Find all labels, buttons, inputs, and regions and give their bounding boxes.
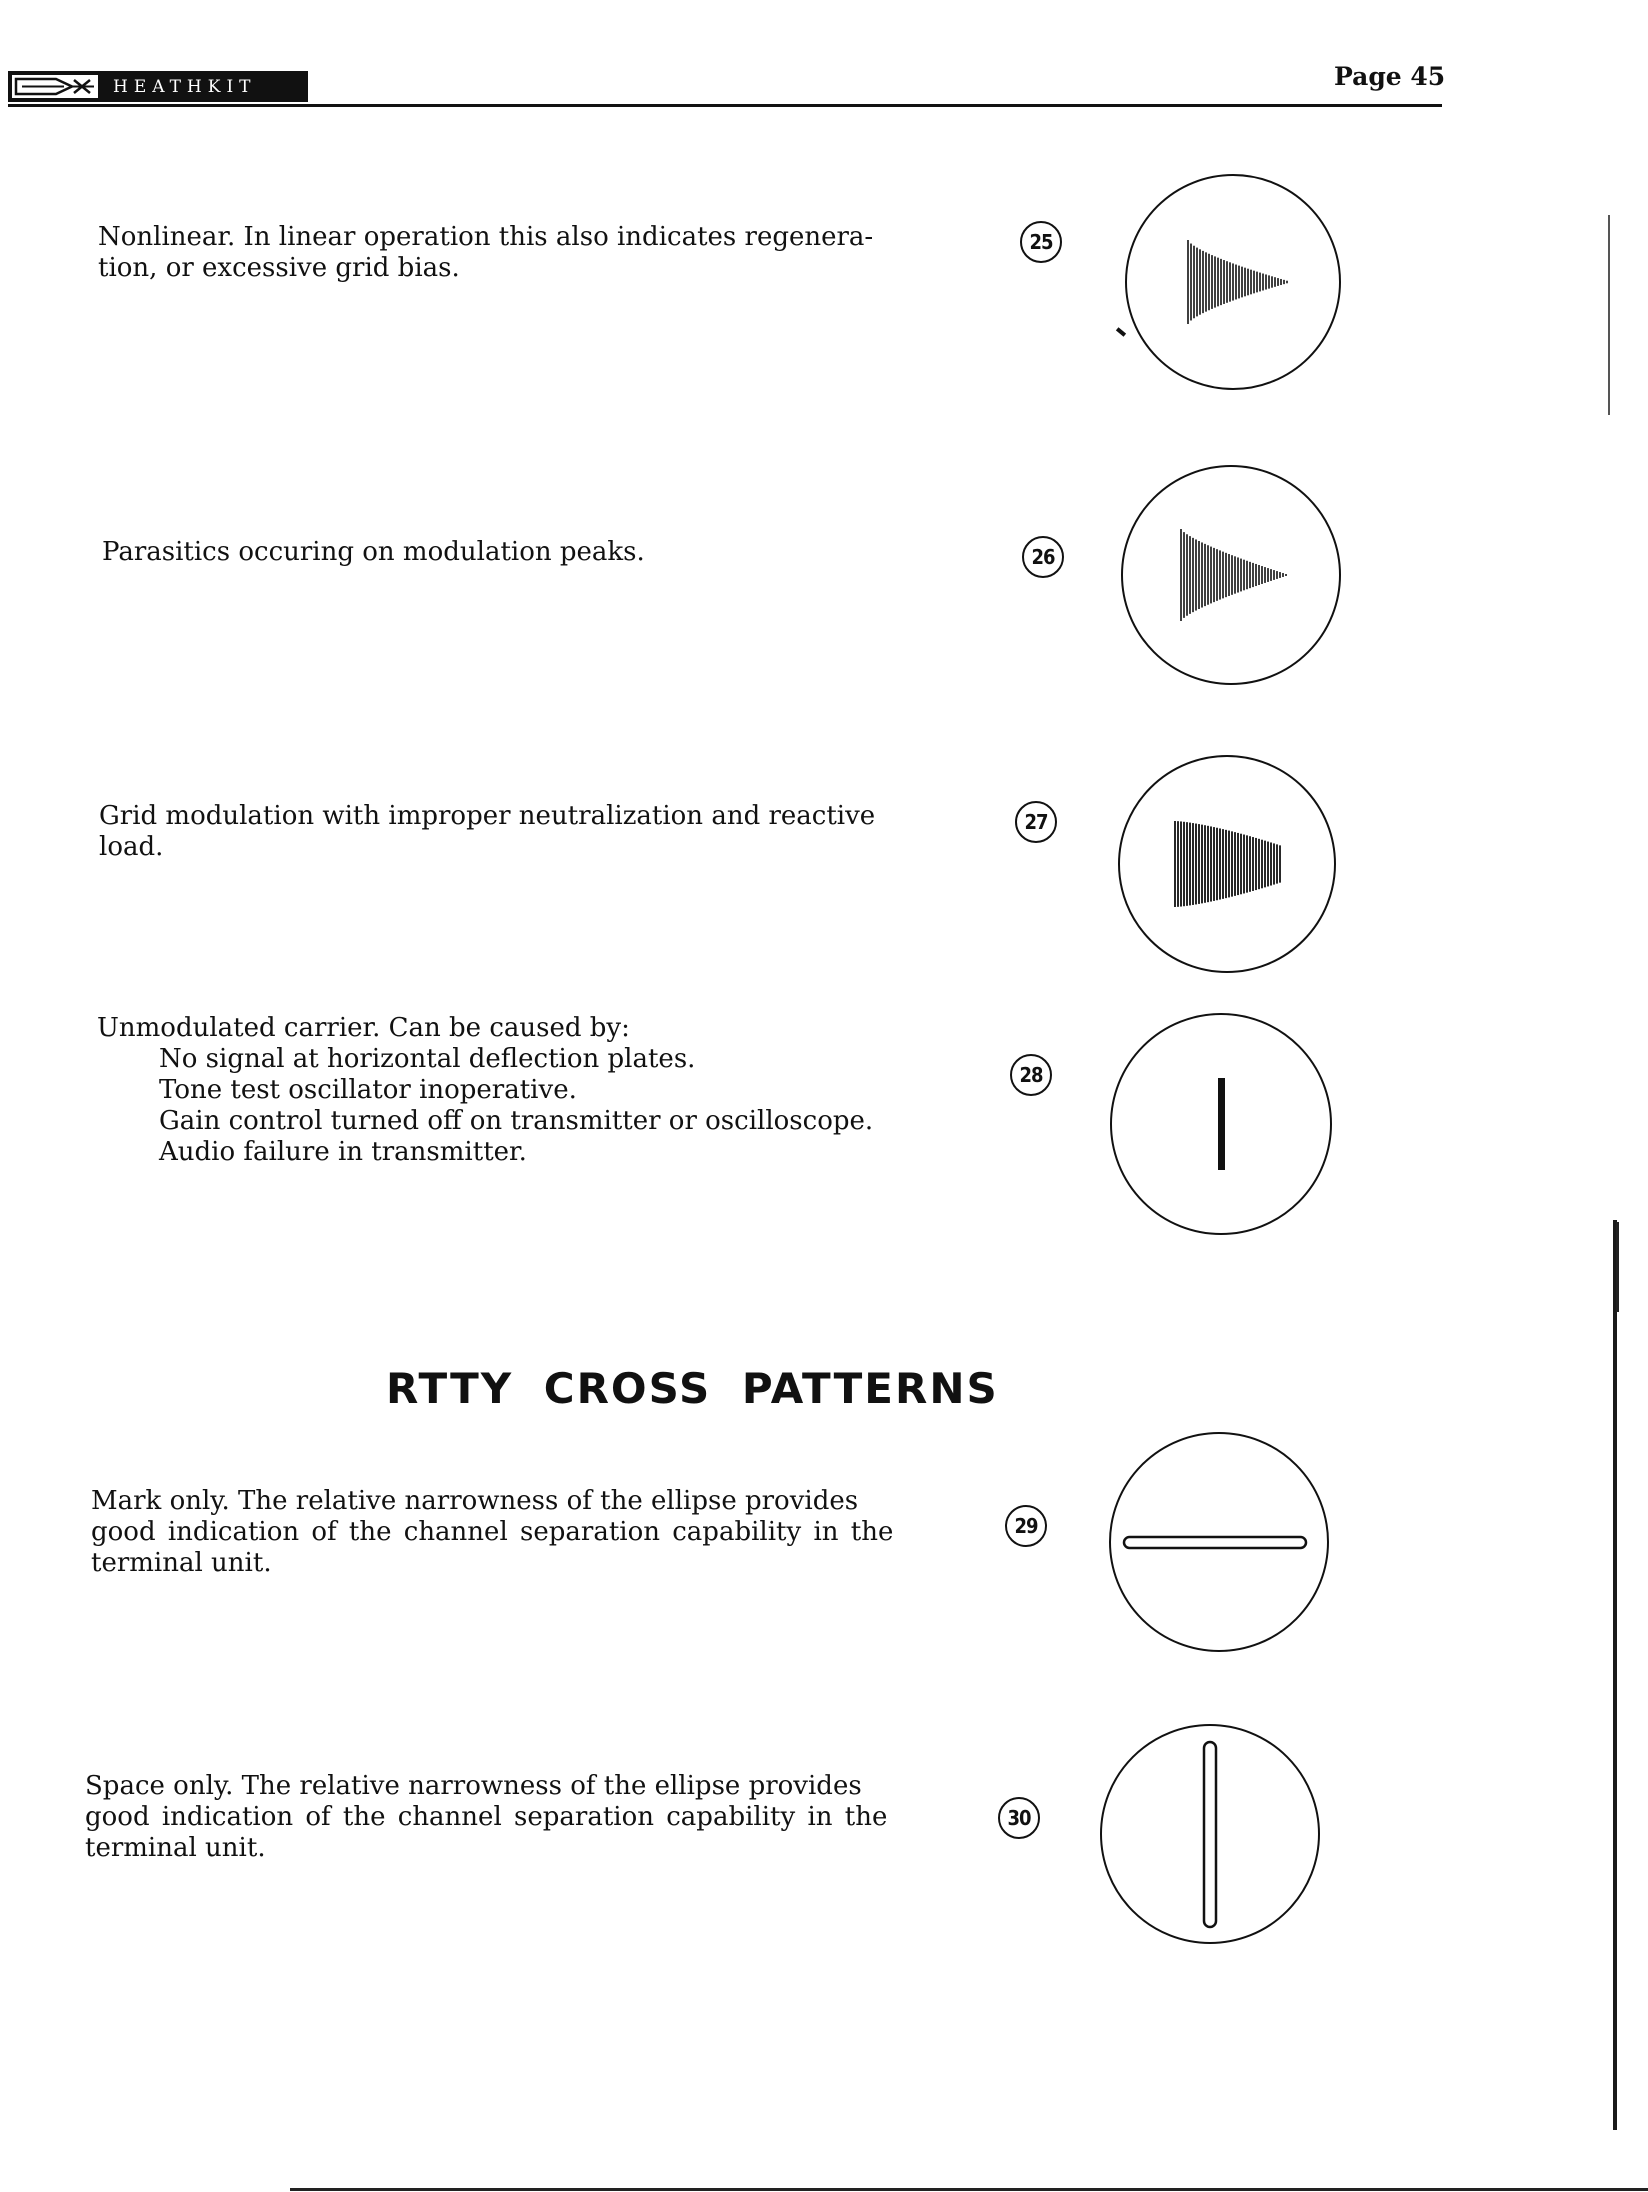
trapezoid-pattern [1175,821,1280,907]
figure-number-30: 30 [998,1797,1040,1839]
description-25 [98,222,978,284]
desc-subline: Gain control turned off on transmitter or oscilloscope. [159,1106,874,1136]
desc-subline: No signal at horizontal deflection plates. [159,1044,696,1074]
heathkit-logo [8,71,308,102]
scope-circle [1110,1433,1328,1651]
desc-line: Space only. The relative narrowness of the ellipse provides [85,1771,862,1801]
description-27 [99,801,979,863]
desc-line: Parasitics occuring on modulation peaks. [102,537,645,567]
horizontal-ellipse-pattern [1124,1537,1306,1548]
footer-rule [290,2188,1648,2191]
description-26 [102,537,982,568]
scope-pattern-26 [1116,462,1346,692]
scope-circle [1119,756,1335,972]
desc-line: terminal unit. [85,1833,266,1863]
scope-pattern-30 [1097,1722,1327,1952]
scan-edge-line [1613,1220,1617,2130]
scope-pattern-28 [1108,1012,1338,1242]
desc-line: tion, or excessive grid bias. [98,253,460,283]
desc-line: Nonlinear. In linear operation this also indicates regenera- [98,222,874,252]
scope-circle [1122,466,1340,684]
description-29 [91,1486,971,1579]
figure-number-29: 29 [1005,1505,1047,1547]
scan-edge-dash [1616,1222,1619,1312]
logo-emblem-icon [12,75,101,98]
vertical-ellipse-pattern [1204,1742,1216,1927]
trapezoid-pattern [1181,529,1286,621]
desc-subline: Tone test oscillator inoperative. [159,1075,577,1105]
figure-number-26: 26 [1022,536,1064,578]
desc-line: terminal unit. [91,1548,272,1578]
scope-circle [1101,1725,1319,1943]
scan-edge-dash [1608,215,1610,415]
vertical-line-pattern [1218,1078,1225,1170]
brand-name: HEATHKIT [101,75,304,98]
desc-line: good indication of the channel separation capability in the [85,1802,888,1832]
figure-number-25: 25 [1020,221,1062,263]
desc-line: Grid modulation with improper neutralization and reactive [99,801,876,831]
figure-number-28: 28 [1010,1054,1052,1096]
header-rule [8,104,1442,107]
scope-pattern-29 [1104,1430,1334,1660]
scope-pattern-27 [1112,752,1342,982]
page-number: Page 45 [1334,62,1446,91]
desc-line: good indication of the channel separation capability in the [91,1517,894,1547]
description-28 [97,1013,977,1168]
desc-subline: Audio failure in transmitter. [159,1137,527,1167]
figure-number-27: 27 [1015,801,1057,843]
trapezoid-pattern [1188,240,1287,324]
scope-pattern-25 [1118,170,1348,400]
description-30 [85,1771,965,1864]
section-title: RTTY CROSS PATTERNS [386,1364,999,1413]
desc-line: Unmodulated carrier. Can be caused by: [97,1013,630,1043]
desc-line: Mark only. The relative narrowness of the ellipse provides [91,1486,859,1516]
desc-line: load. [99,832,164,862]
